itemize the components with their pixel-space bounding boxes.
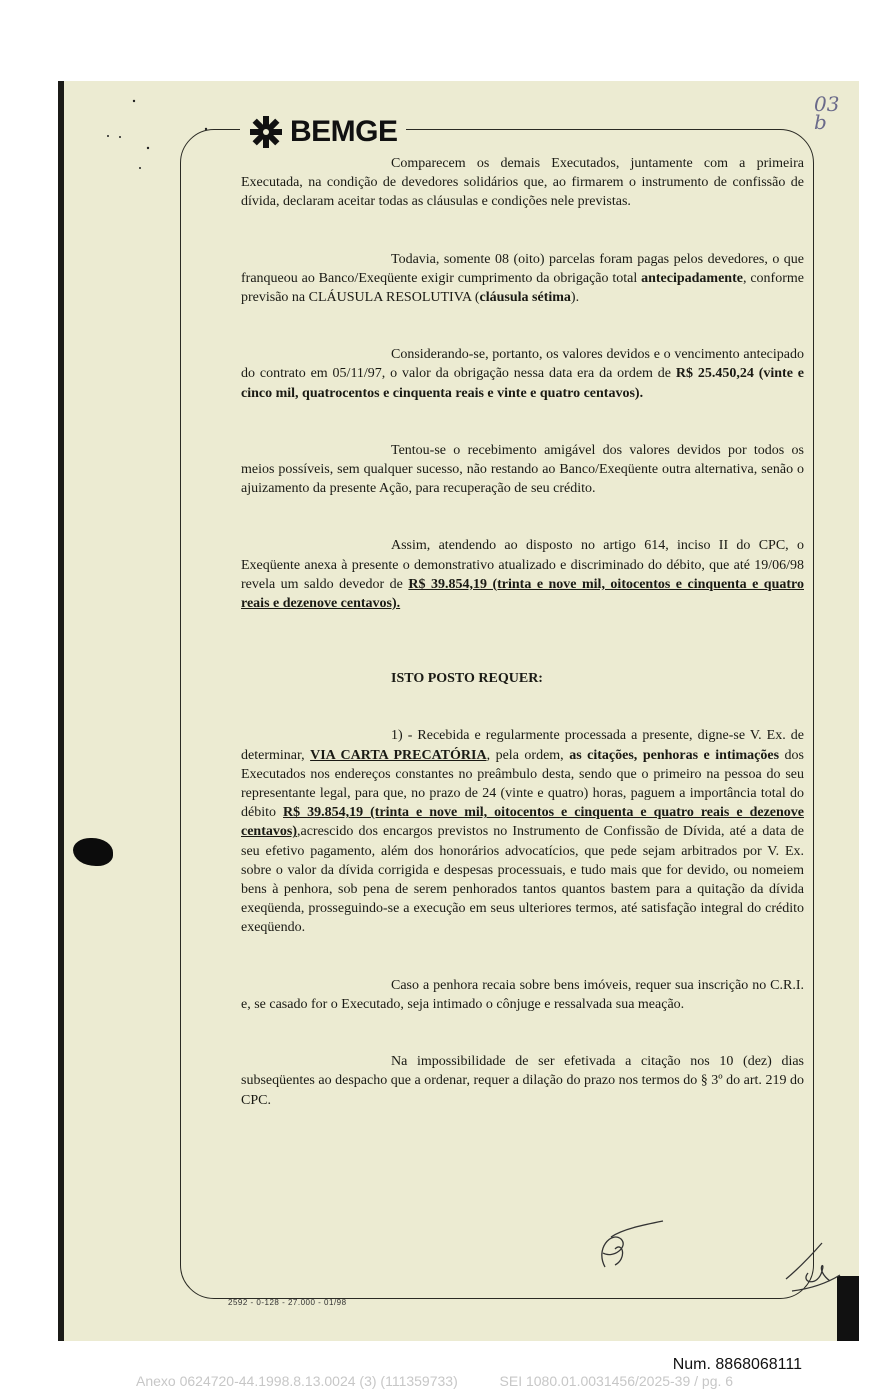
sei-reference: SEI 1080.01.0031456/2025-39 / pg. 6	[499, 1373, 734, 1389]
initials-signature	[593, 1219, 673, 1274]
bemge-logo	[240, 114, 406, 150]
paragraph-4: Tentou-se o recebimento amigável dos valores devidos por todos os meios possíveis, sem qualquer sucesso, não restando ao Banco/Exeqüente outra alternativa, senão o ajuizamento da presente Ação, para recuperação de seu crédito.	[241, 442, 804, 497]
paragraph-request-1: 1) - Recebida e regularmente processada a presente, digne-se V. Ex. de determinar, VIA CARTA PRECATÓRIA, pela ordem, as citações, penhoras e intimações dos Executados nos endereços constantes no preâmbulo desta, sendo que o primeiro na pessoa do seu representante legal, para que, no prazo de 24 (vinte e quatro) horas, paguem a importância total do débito R$ 39.854,19 (trinta e nove mil, oitocentos e cinquenta e quatro reais e dezenove centavos),acrescido dos encargos previstos no Instrumento de Confissão de Dívida, até a data de seu efetivo pagamento, além dos honorários advocatícios, que pede sejam arbitrados por V. Ex. sobre o valor da dívida corrigida e despesas processuais, e tudo mais que for devido, ou nomeiem bens à penhora, sob pena de serem penhorados tantos quantos bastem para a quitação da dívida exeqüenda, prosseguindo-se a execução em seus ulteriores termos, até satisfação integral do crédito exeqüendo.	[241, 728, 805, 936]
annex-footer	[136, 1373, 756, 1389]
bemge-logo-mark-icon	[248, 114, 284, 150]
handwritten-page-number: 03 b	[814, 92, 840, 134]
scan-edge-left	[58, 81, 64, 1341]
paragraph-1: Comparecem os demais Executados, juntamente com a primeira Executada, na condição de devedores solidários que, ao firmarem o instrumento de confissão de dívida, declaram aceitar todas as cláusulas e condições nele previstas.	[241, 156, 804, 210]
paragraph-3: Considerando-se, portanto, os valores devidos e o vencimento antecipado do contrato em 05/11/97, o valor da obrigação nessa data era da ordem de R$ 25.450,24 (vinte e cinco mil, quatrocentos e cinquenta reais e vinte e quatro centavos).	[241, 347, 804, 401]
document-body	[241, 154, 804, 1110]
paragraph-2: Todavia, somente 08 (oito) parcelas foram pagas pelos devedores, o que franqueou ao Banco/Exeqüente exigir cumprimento da obrigação total antecipadamente, conforme previsão na CLÁUSULA RESOLUTIVA (cláusula sétima).	[241, 251, 804, 306]
ink-blot	[73, 838, 113, 866]
paragraph-5: Assim, atendendo ao disposto no artigo 614, inciso II do CPC, o Exeqüente anexa à presente o demonstrativo atualizado e discriminado do débito, que até 19/06/98 revela um saldo devedor de R$ 39.854,19 (trinta e nove mil, oitocentos e cinquenta e quatro reais e dezenove centavos).	[241, 538, 804, 612]
paragraph-penhora: Caso a penhora recaia sobre bens imóveis, requer sua inscrição no C.R.I. e, se casado for o Executado, seja intimado o cônjuge e ressalvada sua meação.	[241, 977, 804, 1012]
annex-reference: Anexo 0624720-44.1998.8.13.0024 (3) (111359733)	[136, 1373, 458, 1389]
section-heading: ISTO POSTO REQUER:	[391, 671, 543, 687]
scanned-page	[58, 81, 859, 1341]
logo-text: BEMGE	[290, 115, 398, 148]
document-number: Num. 8868068111	[672, 1356, 802, 1373]
form-code: 2592 - 0-128 - 27.000 - 01/98	[228, 1298, 347, 1307]
paragraph-citacao: Na impossibilidade de ser efetivada a citação nos 10 (dez) dias subseqüentes ao despacho que a ordenar, requer a dilação do prazo nos termos do § 3º do art. 219 do CPC.	[241, 1054, 804, 1108]
margin-signature	[778, 1239, 848, 1299]
